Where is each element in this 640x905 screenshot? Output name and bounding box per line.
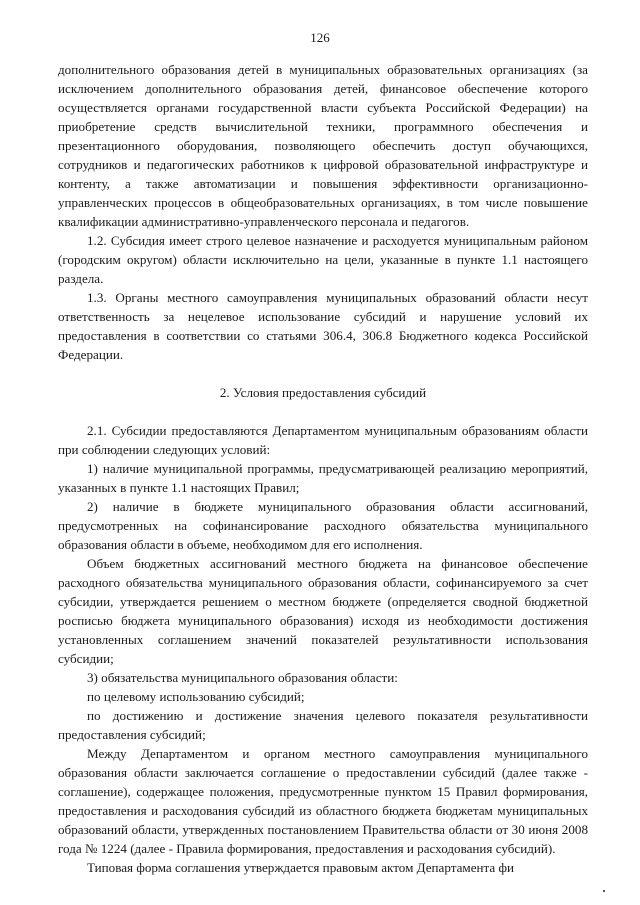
paragraph-2-1: 2.1. Субсидии предоставляются Департаментом муниципальным образованиям области при соблюдении следующих условий:: [58, 423, 588, 457]
scan-speck: [603, 890, 605, 892]
section-heading: 2. Условия предоставления субсидий: [219, 385, 427, 400]
paragraph-typical-form: Типовая форма соглашения утверждается правовым актом Департамента фи: [87, 860, 514, 875]
obligation-target-use: по целевому использованию субсидий;: [87, 689, 305, 704]
paragraph-continuation: дополнительного образования детей в муниципальных образовательных организациях (за исключением дополнительного образования детей, финансовое обеспечение которого осуществляется органами государственной власти субъекта Российской Федерации) на приобретение средств вычислительной техники, программного обеспечения и презентационного оборудования, позволяющего обеспечить доступ обучающихся, сотрудников и педагогических работников к цифровой образовательной инфраструктуре и контенту, а также автоматизации и повышения эффективности организационно-управленческих процессов в общеобразовательных организациях, в том числе повышение квалификации административно-управленческого персонала и педагогов.: [58, 62, 588, 229]
paragraph-1-2: 1.2. Субсидия имеет строго целевое назначение и расходуется муниципальным районом (городским округом) области исключительно на цели, указанные в пункте 1.1 настоящего раздела.: [58, 233, 588, 286]
condition-2: 2) наличие в бюджете муниципального образования области ассигнований, предусмотренных на софинансирование расходного обязательства муниципального образования области в объеме, необходимом для его исполнения.: [58, 499, 588, 552]
paragraph-agreement: Между Департаментом и органом местного самоуправления муниципального образования области заключается соглашение о предоставлении субсидий (далее также - соглашение), содержащее положения, предусмотренные пунктом 15 Правил формирования, предоставления и расходования субсидий из областного бюджета бюджетам муниципальных образований области, утвержденных постановлением Правительства области от 30 июня 2008 года № 1224 (далее - Правила формирования, предоставления и расходования субсидий).: [58, 746, 588, 856]
paragraph-1-3: 1.3. Органы местного самоуправления муниципальных образований области несут ответственность за нецелевое использование субсидий и нарушение условий их предоставления в соответствии со статьями 306.4, 306.8 Бюджетного кодекса Российской Федерации.: [58, 290, 588, 362]
condition-3: 3) обязательства муниципального образования области:: [87, 670, 398, 685]
obligation-indicator: по достижению и достижение значения целевого показателя результативности предоставления субсидий;: [58, 708, 588, 742]
condition-1: 1) наличие муниципальной программы, предусматривающей реализацию мероприятий, указанных в пункте 1.1 настоящих Правил;: [58, 461, 588, 495]
page-number: 126: [310, 30, 330, 45]
paragraph-budget-volume: Объем бюджетных ассигнований местного бюджета на финансовое обеспечение расходного обязательства муниципального образования области, софинансируемого за счет субсидии, утверждается решением о местном бюджете (определяется сводной бюджетной росписью бюджета муниципального образования) исходя из необходимости достижения установленных соглашением значений показателей результативности использования субсидии;: [58, 556, 588, 666]
body-text: [58, 60, 588, 877]
